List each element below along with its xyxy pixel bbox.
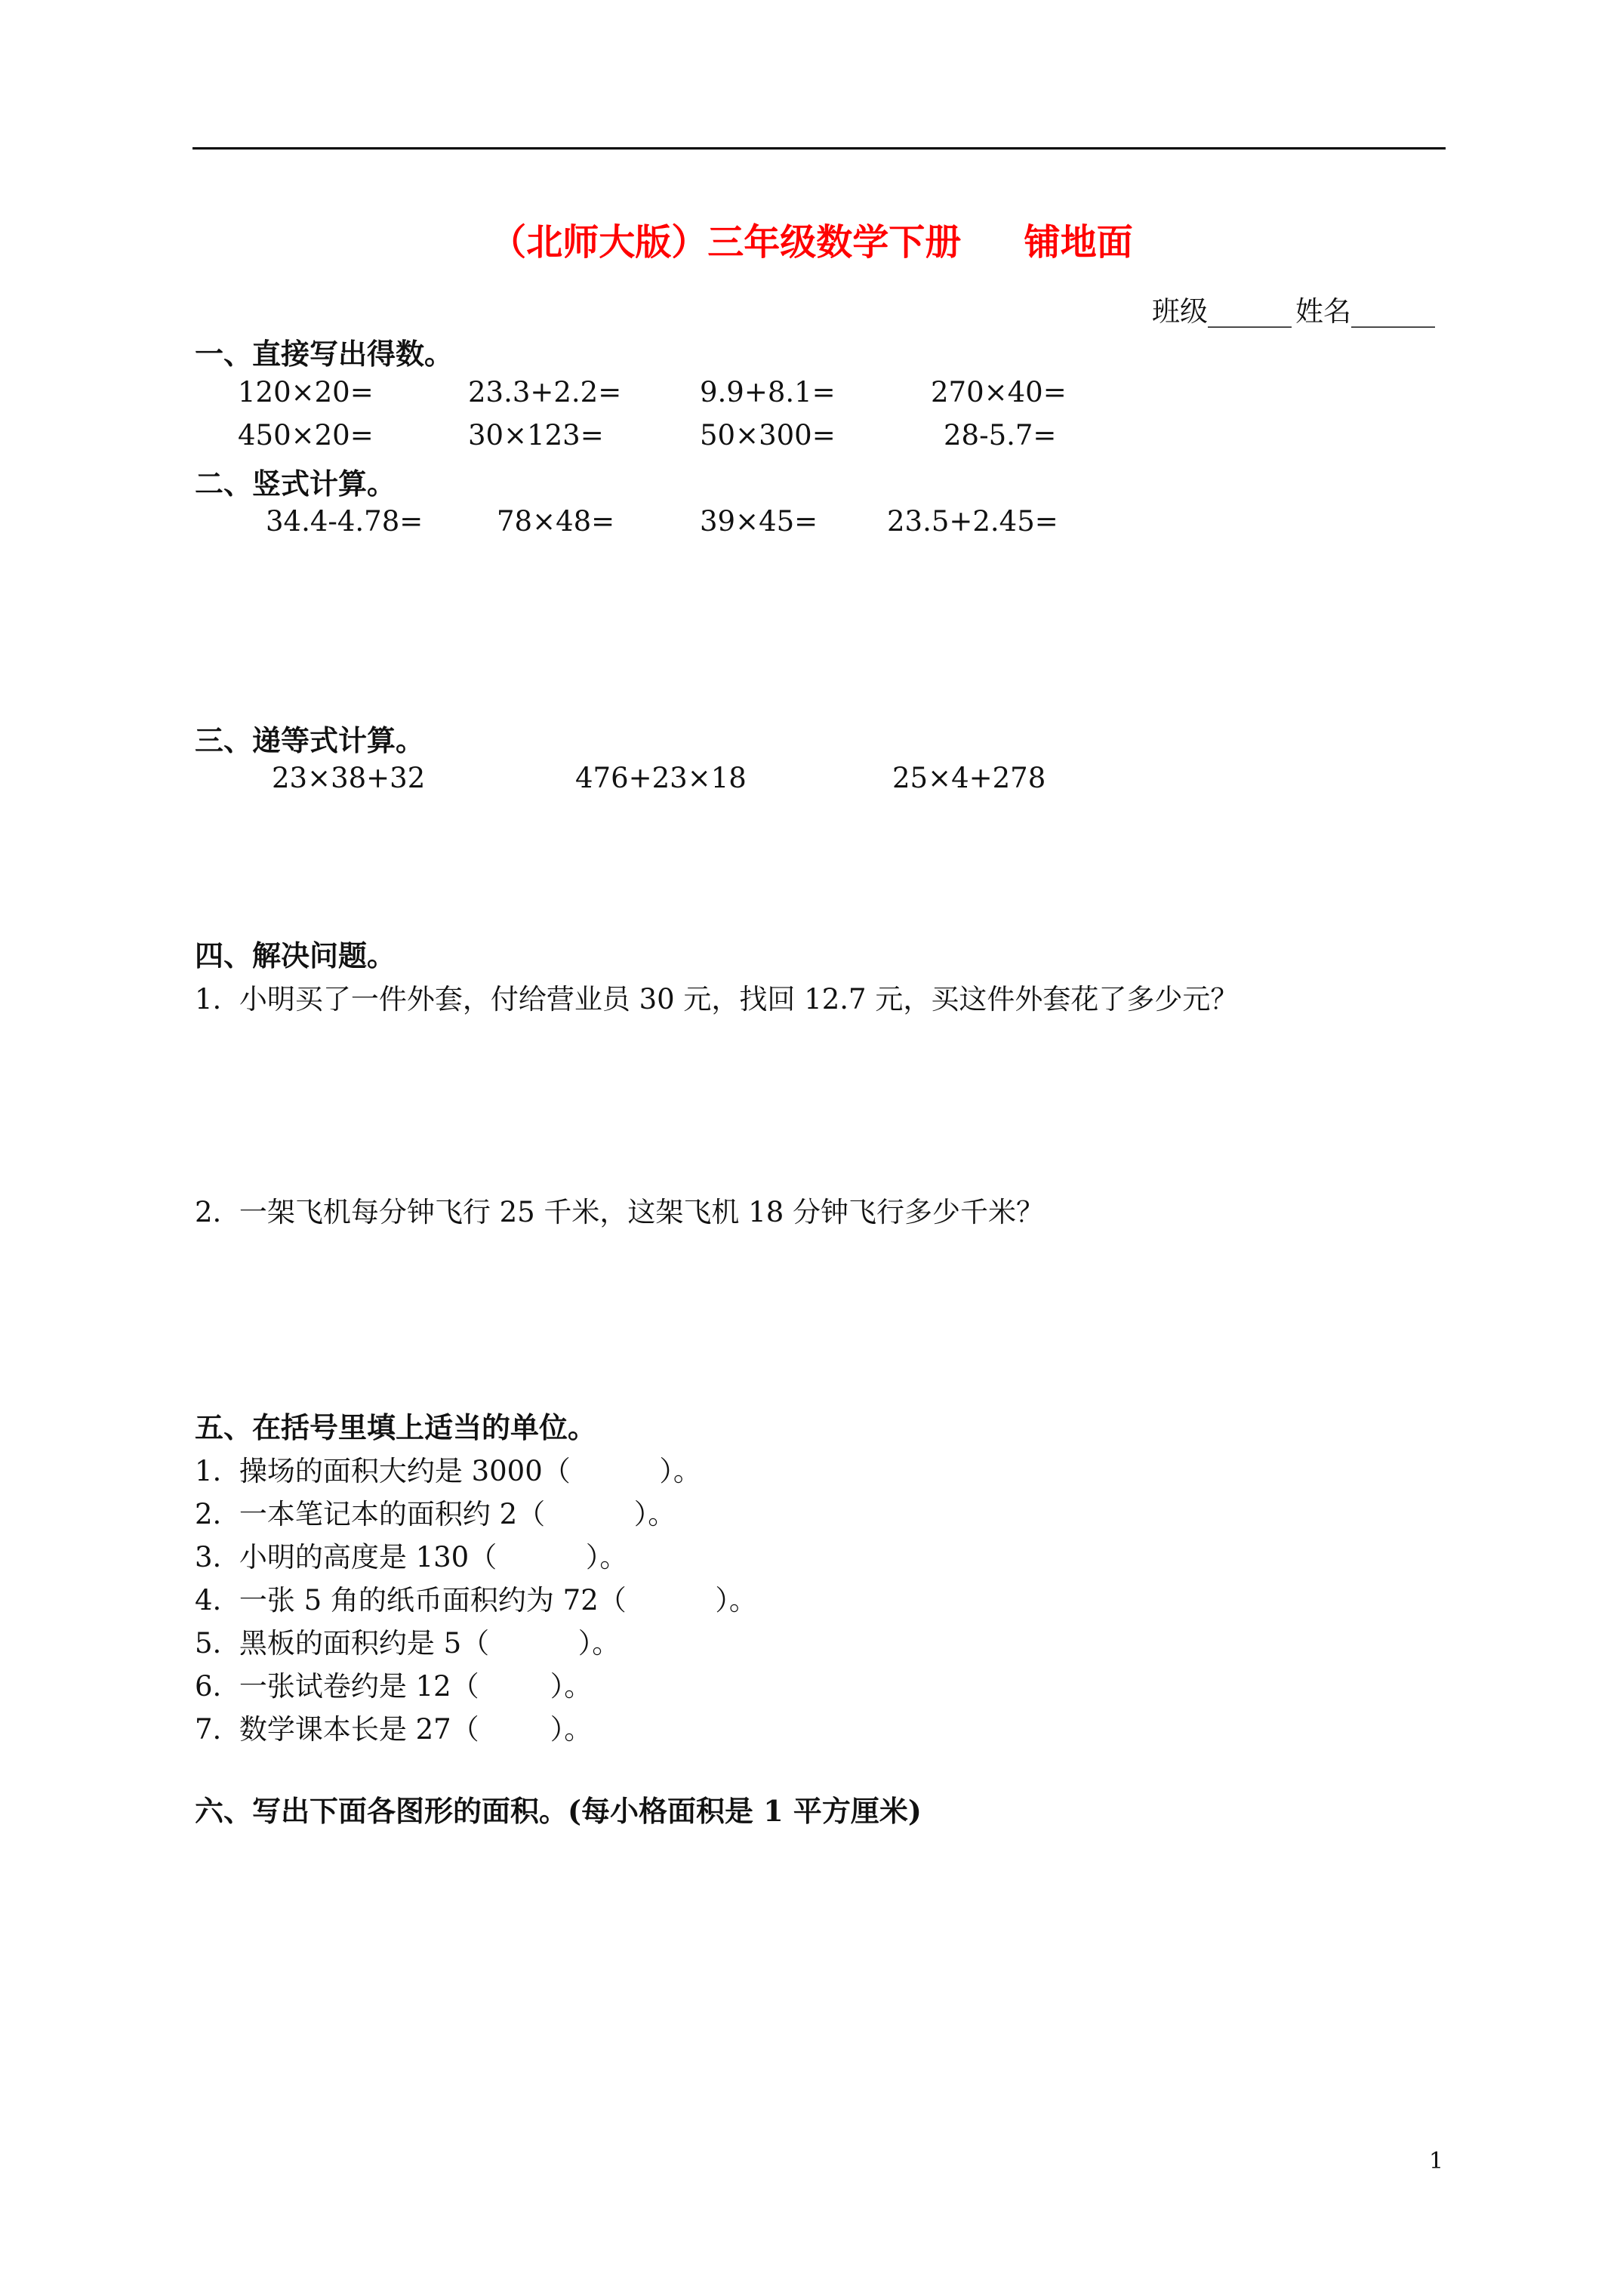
oral-calc-item: 30×123= — [468, 419, 604, 451]
unit-fill-item: 1. 操场的面积大约是 3000（ ）。 — [195, 1455, 701, 1487]
header-rule — [192, 147, 1446, 149]
section-2-heading: 二、竖式计算。 — [195, 467, 396, 501]
unit-fill-item: 2. 一本笔记本的面积约 2（ ）。 — [195, 1498, 676, 1530]
oral-calc-item: 120×20= — [238, 376, 374, 408]
vertical-calc-item: 39×45= — [700, 505, 818, 538]
unit-fill-item: 6. 一张试卷约是 12（ ）。 — [195, 1670, 593, 1703]
page-number: 1 — [1429, 2148, 1444, 2174]
name-label: 姓名______ — [1295, 295, 1435, 328]
vertical-calc-item: 78×48= — [497, 505, 615, 538]
oral-calc-item: 50×300= — [700, 419, 836, 451]
unit-fill-item: 4. 一张 5 角的纸币面积约为 72（ ）。 — [195, 1584, 757, 1616]
unit-fill-item: 5. 黑板的面积约是 5（ ）。 — [195, 1627, 621, 1660]
oral-calc-item: 450×20= — [238, 419, 374, 451]
word-problem-1: 1. 小明买了一件外套，付给营业员 30 元，找回 12.7 元，买这件外套花了多少元？ — [195, 983, 1239, 1015]
section-3-heading: 三、递等式计算。 — [195, 723, 425, 757]
oral-calc-item: 9.9+8.1= — [700, 376, 836, 408]
section-1-heading: 一、直接写出得数。 — [195, 337, 454, 371]
oral-calc-item: 23.3+2.2= — [468, 376, 622, 408]
vertical-calc-item: 23.5+2.45= — [887, 505, 1058, 538]
section-6-heading: 六、写出下面各图形的面积。(每小格面积是 1 平方厘米) — [195, 1794, 922, 1828]
unit-fill-item: 7. 数学课本长是 27（ ）。 — [195, 1713, 593, 1746]
vertical-calc-item: 34.4-4.78= — [266, 505, 423, 538]
oral-calc-item: 28-5.7= — [944, 419, 1057, 451]
page-title: （北师大版）三年级数学下册 铺地面 — [490, 221, 1133, 264]
class-label: 班级______ — [1152, 295, 1292, 328]
stepwise-calc-item: 476+23×18 — [575, 762, 747, 794]
stepwise-calc-item: 23×38+32 — [272, 762, 426, 794]
oral-calc-item: 270×40= — [931, 376, 1067, 408]
unit-fill-item: 3. 小明的高度是 130（ ）。 — [195, 1541, 628, 1573]
section-4-heading: 四、解决问题。 — [195, 938, 396, 972]
word-problem-2: 2. 一架飞机每分钟飞行 25 千米，这架飞机 18 分钟飞行多少千米？ — [195, 1196, 1045, 1228]
stepwise-calc-item: 25×4+278 — [892, 762, 1046, 794]
section-5-heading: 五、在括号里填上适当的单位。 — [195, 1410, 597, 1444]
